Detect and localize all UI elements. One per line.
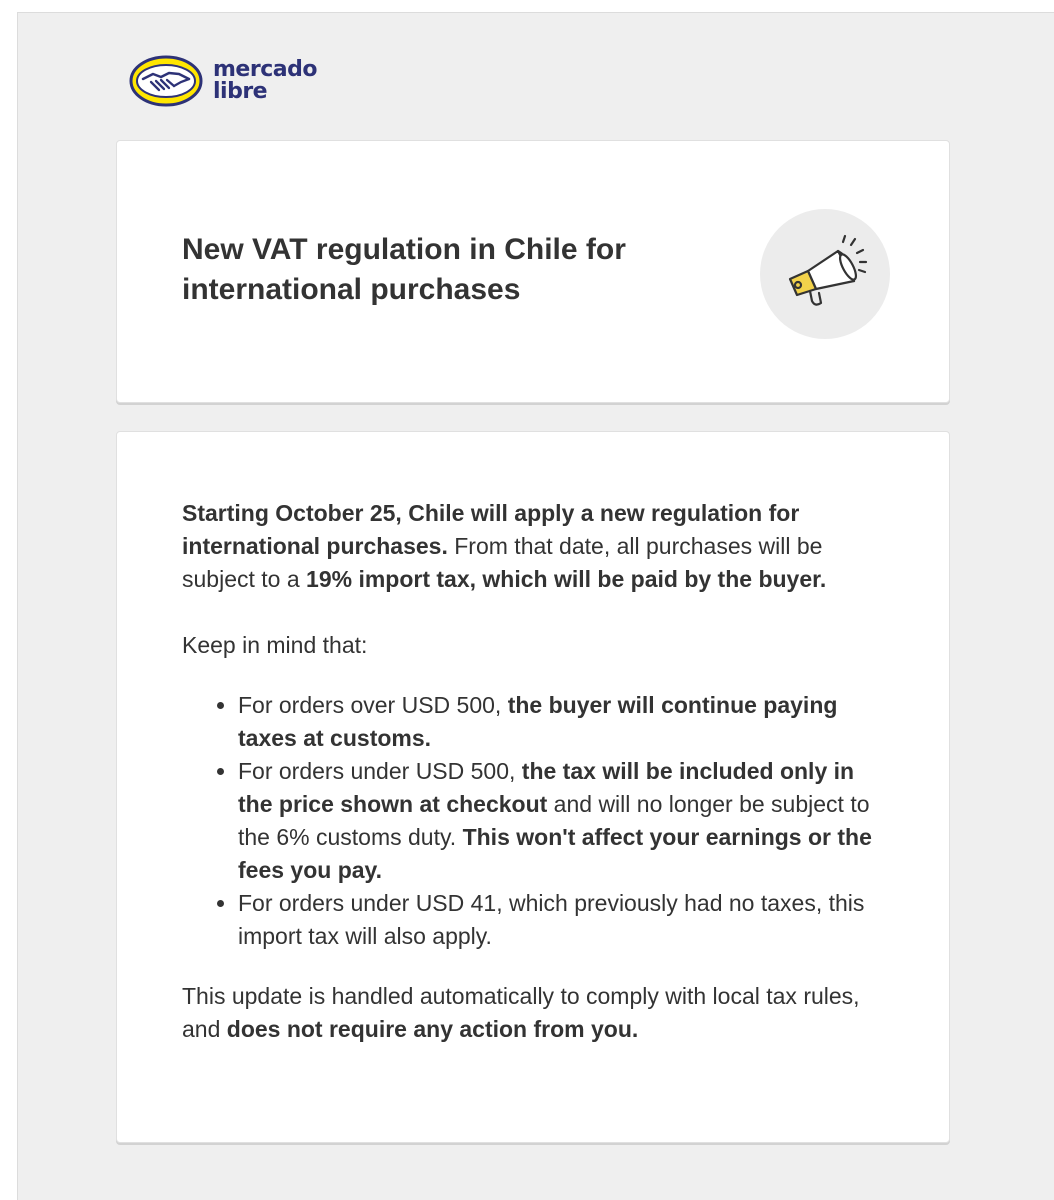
logo-wordmark (213, 59, 317, 103)
header-card (116, 140, 950, 403)
closing-bold: does not require any action from you. (226, 1016, 639, 1042)
intro-bold-2: 19% import tax, which will be paid by the buyer. (306, 566, 827, 592)
mercado-libre-logo[interactable] (129, 55, 317, 107)
bullet-1-text: For orders over USD 500, (238, 692, 508, 718)
conditions-list (182, 689, 892, 953)
closing-paragraph (182, 980, 892, 1046)
megaphone-icon (760, 209, 890, 339)
keep-in-mind-paragraph: Keep in mind that: (182, 632, 368, 658)
bullet-2-text: For orders under USD 500, (238, 758, 522, 784)
bullet-2-bold-2: This won't affect your earnings or the fees you pay. (238, 824, 872, 883)
bullet-3-text: For orders under USD 41, which previously had no taxes, this import tax will also apply. (238, 890, 865, 949)
handshake-icon (129, 55, 203, 107)
closing-text: This update is handled automatically to comply with local tax rules, and (182, 983, 860, 1042)
bullet-2-text-2: and will no longer be subject to the 6% customs duty. (238, 791, 870, 850)
message-content (182, 497, 892, 1046)
email-headline: New VAT regulation in Chile for international purchases (182, 233, 626, 306)
logo-line-2: libre (213, 79, 268, 104)
intro-text: From that date, all purchases will be subject to a (182, 533, 823, 592)
email-frame (17, 12, 1054, 1200)
message-card (116, 431, 950, 1143)
list-item (238, 755, 892, 887)
bullet-2-bold: the tax will be included only in the price shown at checkout (238, 758, 855, 817)
list-item (238, 689, 892, 755)
megaphone-icon-badge (760, 209, 890, 339)
logo-line-1: mercado (213, 57, 317, 82)
bullet-1-bold: the buyer will continue paying taxes at customs. (238, 692, 838, 751)
intro-bold: Starting October 25, Chile will apply a new regulation for international purchases. (182, 500, 800, 559)
list-item (238, 887, 892, 953)
intro-paragraph (182, 497, 892, 596)
